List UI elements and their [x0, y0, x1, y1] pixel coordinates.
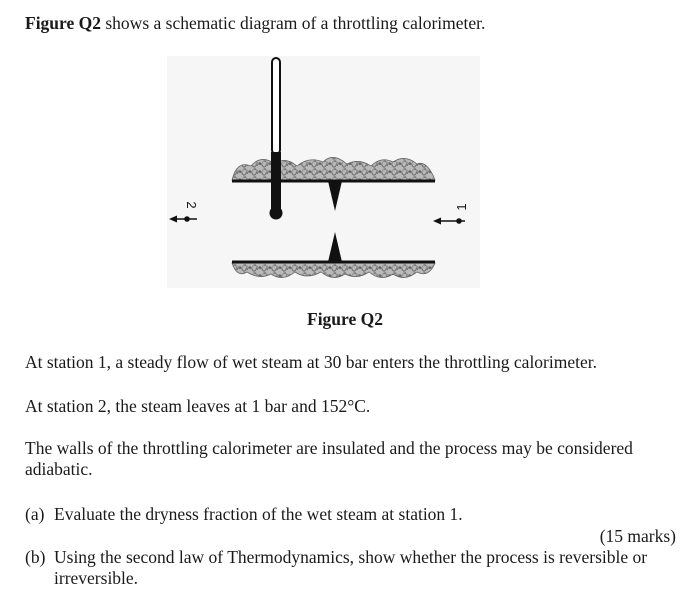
- question-a-text: Evaluate the dryness fraction of the wet steam at station 1.: [54, 504, 463, 524]
- question-a-marks: (15 marks): [599, 526, 676, 546]
- thermometer-icon: [270, 58, 283, 220]
- station2-paragraph: At station 2, the steam leaves at 1 bar and 152°C.: [25, 396, 371, 416]
- figure-caption: Figure Q2: [307, 309, 383, 329]
- question-b: [25, 547, 677, 589]
- question-b-text: Using the second law of Thermodynamics, show whether the process is reversible or irreversible.: [54, 547, 648, 588]
- cut-off-text-fragment: [594, 589, 674, 597]
- flow-arrow-icon: [433, 218, 465, 225]
- question-a-letter: (a): [25, 504, 45, 524]
- calorimeter-figure: [167, 56, 480, 288]
- walls-paragraph: The walls of the throttling calorimeter are insulated and the process may be considered adiabatic.: [25, 438, 633, 479]
- intro-sentence: [25, 13, 485, 34]
- throttle-orifice: [328, 181, 342, 262]
- figure-reference: Figure Q2: [25, 13, 101, 33]
- intro-text: shows a schematic diagram of a throttling calorimeter.: [101, 13, 486, 33]
- station-1-label: 1: [454, 203, 469, 211]
- station1-paragraph: At station 1, a steady flow of wet steam at 30 bar enters the throttling calorimeter.: [25, 352, 597, 372]
- question-a: [25, 504, 677, 525]
- flow-arrow-icon: [169, 216, 197, 223]
- question-b-letter: (b): [25, 547, 46, 567]
- station-2-label: 2: [184, 201, 199, 209]
